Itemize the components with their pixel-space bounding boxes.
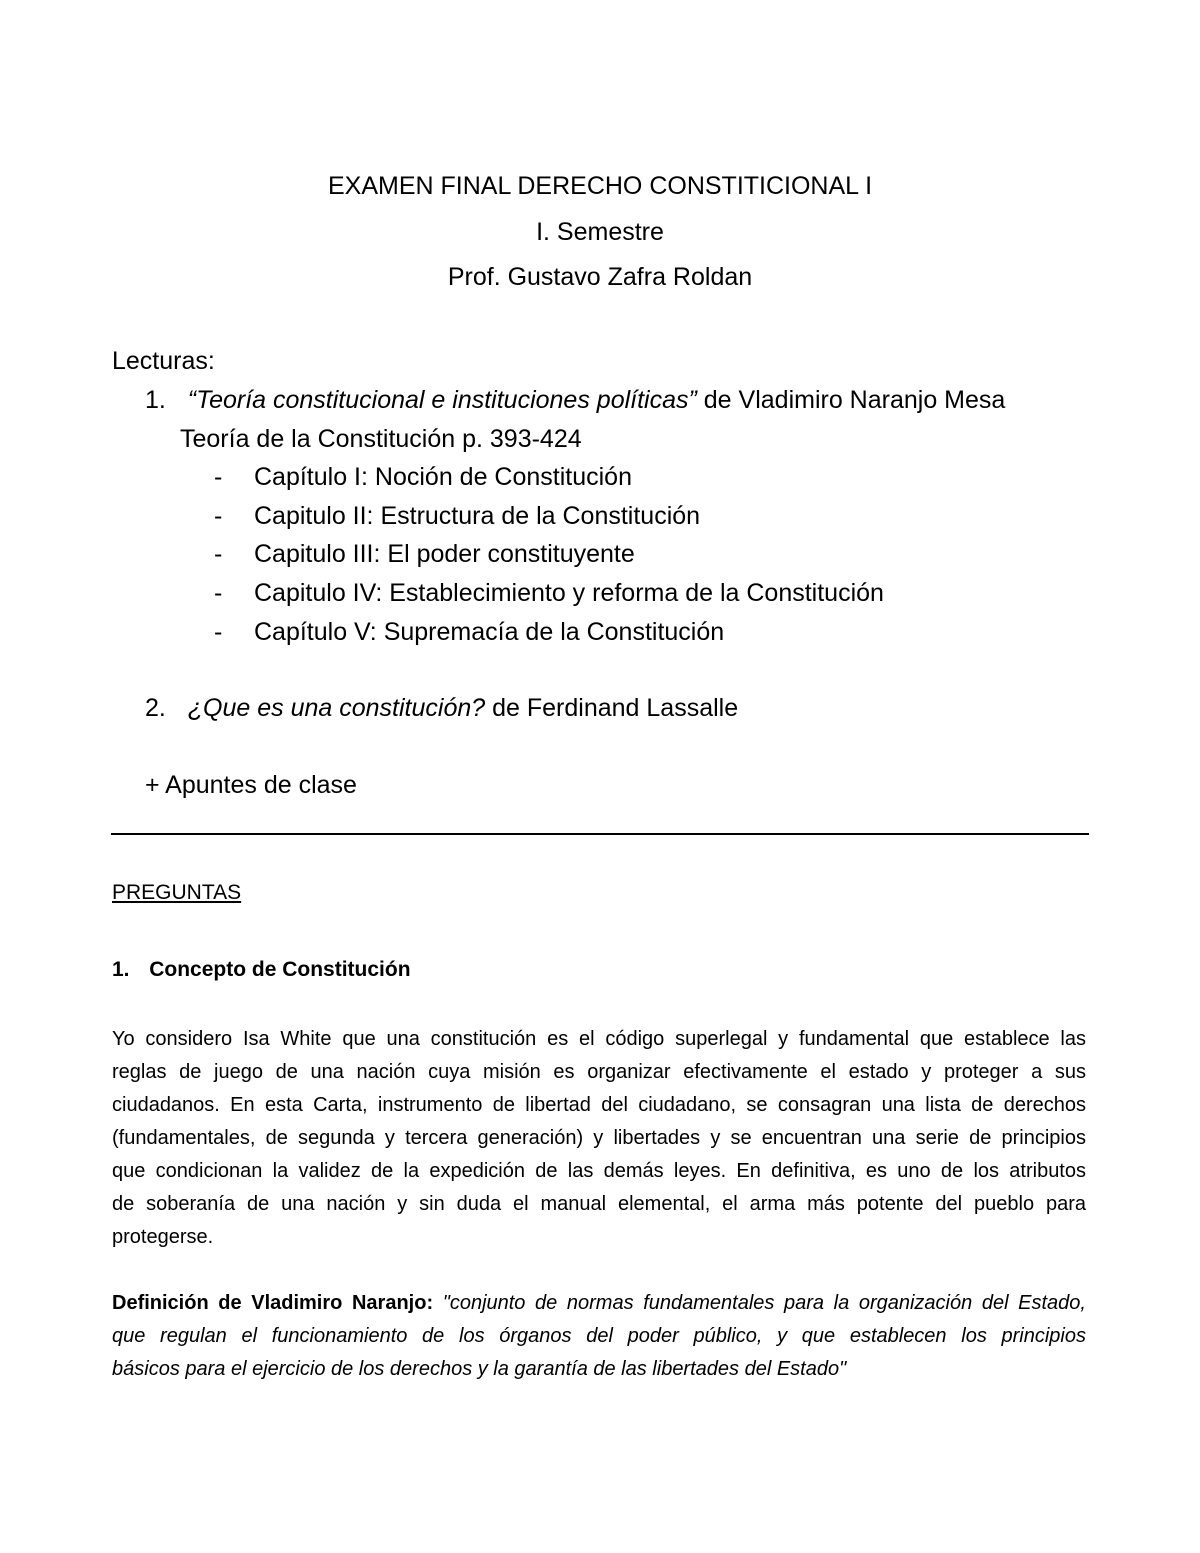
chapter-list-item: - Capitulo IV: Establecimiento y reforma de la Constitución [214, 579, 884, 607]
reading-item-2-author: de Ferdinand Lassalle [485, 694, 739, 722]
chapter-list-item: - Capítulo V: Supremacía de la Constitución [214, 618, 725, 646]
question-1-heading [112, 957, 411, 983]
reading-item-2-title: ¿Que es una constitución? [187, 694, 486, 722]
reading-item-2 [145, 693, 738, 723]
class-notes-line: + Apuntes de clase [145, 771, 357, 799]
reading-item-1-title: “Teoría constitucional e instituciones políticas” [187, 386, 697, 414]
reading-item-1-number: 1. [145, 386, 166, 414]
exam-title: EXAMEN FINAL DERECHO CONSTITICIONAL I [327, 172, 873, 200]
section-divider [111, 833, 1089, 835]
definition-text: "conjunto de normas fundamentales para la organización del Estado, [442, 1292, 1086, 1314]
reading-item-1-author: de Vladimiro Naranjo Mesa [696, 386, 1006, 414]
chapter-list-item: - Capitulo III: El poder constituyente [214, 540, 635, 568]
semester-label: I. Semestre [536, 218, 664, 246]
professor-name: Prof. Gustavo Zafra Roldan [447, 263, 753, 291]
reading-item-1 [145, 385, 1005, 415]
reading-item-1-subtitle: Teoría de la Constitución p. 393-424 [180, 425, 582, 453]
reading-item-2-number: 2. [145, 694, 166, 722]
question-1-number: 1. [112, 958, 130, 981]
readings-label: Lecturas: [112, 347, 215, 375]
question-1-answer: Yo considero Isa White que una constitución es el código superlegal y fundamental que establece las reglas de juego de una nación cuya misión es organizar efectivamente el estado y proteger a sus ciudadanos. En esta Carta, instrumento de libertad del ciudadano, se consagran una lista de derechos (fundamentales, de segunda y tercera generación) y libertades y se encuentran una serie de principios que condicionan la validez de la expedición de las demás leyes. En definitiva, es uno de los atributos de soberanía de una nación y sin duda el manual elemental, el arma más potente del pueblo para protegerse. [112, 1028, 1086, 1248]
chapter-list-item: - Capitulo II: Estructura de la Constitución [214, 502, 701, 530]
questions-heading: PREGUNTAS [112, 881, 242, 904]
chapter-list-item: - Capítulo I: Noción de Constitución [214, 463, 632, 491]
definition-block: Definición de Vladimiro Naranjo: "conjunto de normas fundamentales para la organización del Estado, que regulan el funcionamiento de los órganos del poder público, y que establecen los principios básicos para el ejercicio de los derechos y la garantía de las libertades del Estado" [112, 1292, 1086, 1380]
question-1-title: Concepto de Constitución [149, 958, 411, 981]
definition-label: Definición de Vladimiro Naranjo: [112, 1292, 443, 1314]
